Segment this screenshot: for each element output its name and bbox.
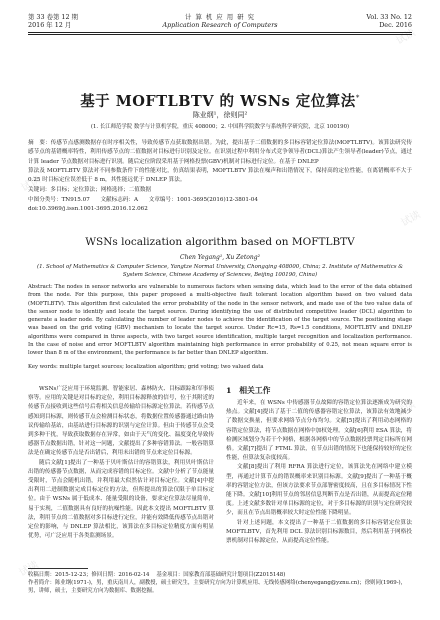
footnote: 收稿日期：2015-12-23；修回日期：2016-02-14 基金项目：国家教育部基础研究计划项目(Z2015148) 作者简介：陈业纲(1971-)，男，重庆南川人，副教授，硕士研究生，主要研究方向为计算机应用、无线传感网络(chenyegang@yznu.cn)；徐则同(1969-)，男，讲师，硕士，主要研究方向为数据库、数据挖掘。 xyxy=(28,572,407,595)
paper-title-en: WSNs localization algorithm based on MOFTLBTV xyxy=(85,236,355,248)
body-paragraph: WSNs广泛应用于环境监测、智能家居、森林防火、目标跟踪和军事侦察等。应用的关键是对目标的定位，利用目标源释放的信号，位于其附近的传感节点接收到这些信号后将相关信息传输给目标源定位算法。若传感节点感知到目标源，则传感节点会检测目标状态，将数据位置传感器通过路由协议传输给基站，由基站进行目标源的识别与定位计算。但由于传感节点会受到多种干扰，导致获取数据存在异常，如由于天气的变化、温度变化导致传感器节点数据出错，针对这一问题，文献提出了多种容错算法。一般容错算法是在确定传感节点是否出错后，利用未出错的节点来定位目标源。 xyxy=(28,386,214,457)
header-rule xyxy=(28,32,412,33)
watermark: 试读 xyxy=(394,399,418,419)
watermark: 试读 xyxy=(17,559,41,579)
body-paragraph: 随后文献[1]提出了一种基于贝叶斯估计的容错算法，利用贝叶斯估计出错的传感器节点数据，从而完成容错的目标定位。文献中分析了节点能量受限时，节点会随机出错，并利用最大似然估计对目标定位。文献[4]中提出利用二进制数据完成目标定位的方法，但所提出的算法仅限于单目标定位。由于 WSNs 属于低成本、能量受限的设备，要求定位算法尽量简单，易于实现，二值数据具有良好的抗噪性能。因此本文提出 MOFTLBTV 算法，利用节点的二值数据对多目标进行定位，并能有效降低传感节点出错对定位的影响，与 DNLEP 算法相比，该算法在多目标定位精度方面有明显优势，可广泛应用于各类监测场景。 xyxy=(28,459,214,540)
watermark: 试读 xyxy=(399,209,423,229)
journal-issue: 第 33 卷第 12 期 2016 年 12 月 xyxy=(28,13,78,29)
affiliation-cn: (1. 长江师范学院 数学与计算机学院，重庆 408000；2. 中国科学院数学与系统科学研究院，北京 100190) xyxy=(90,124,350,130)
affiliation-en: (1. School of Mathematics & Computer Science, Yangtze Normal University, Chongqing 408000, China; 2. Institute of Mathematics & System Science, Chinese Academy of Sciences, Beijing 100190, China) xyxy=(36,264,404,278)
paper-title-cn: 基于 MOFTLBTV 的 WSNs 定位算法* xyxy=(80,93,360,110)
journal-volume: Vol. 33 No. 12 Dec. 2016 xyxy=(366,13,412,29)
keywords-cn: 关键词：多目标；定位算法；网格选择；二值数据 xyxy=(28,187,152,193)
body-paragraph: 针对上述问题，本文提出了一种基于二值数据的多目标容错定位算法 MOFTLBTV，首先利用 DCL 算法识别目标源数目，然后利用基于网格投票机制对目标源定位，从而提高定位性能。 xyxy=(226,519,412,545)
footnote-rule xyxy=(28,568,88,569)
abstract-en: Abstract: The nodes in sensor networks are vulnerable to numerous factors when sensing data, which lead to the error of the data obtained from the node. For this purpose, this paper proposed a multi-objective fault tolerant location algorithm based on two valued data (MOFTLBTV). This algorithm first calculated the error probability of the node in the sensor network, and made use of the two value data of the sensor node to identify and locate the target source. During identifying the use of distributed competitive leader (DCL) algorithm to generate a leader node. By calculating the number of leader nodes to achieve the identification of the target source. The positioning stage was based on the grid voting (GBV) mechanism to locate the target source. Under Rc=15, Rs=1.5 conditions, MOFTLBTV and DNLEP algorithms were compared in three aspects, with two target source identification, multiple target recognition and localization performance. In the case of noise and error MOFTLBTV algorithm maintaining high performance in error probability of 0.25, not mean square error is lower than 8 m of the environment, the performance is far better than DNLEP algorithm. xyxy=(28,284,412,357)
abstract-cn: 摘 要：传感节点感测数据存在时序相关性，导致传感节点获取数据出错。为此，提出基于二值数据的多目标容错定位算法(MOFTLBTV)。该算法研究传感节点的基错概率特性，利用传感节点的二值数据对目标进行识别及定位。在识别过程中利用分布式竞争领导者(DCL)算法产生领导者(leader)节点，通过计算 leader 节点数据对目标进行识别。随后定位阶段采用基于网格投票(GBV)机制对目标进行定位。在基于 DNLEP 算法及 MOFTLBTV 算法对不同参数条件下的性能对比，仿真结果表明，MOFTLBTV 算法在噪声和出错情况下，保持高的定位性能，在离错概率不大于 0.25 时目标定位误差低于 8 m，其性能远优于 DNLEP 算法。 xyxy=(28,140,412,184)
journal-name: 计 算 机 应 用 研 究 Application Research of Computers xyxy=(162,13,278,29)
body-paragraph: 文献[8]提出了利用 RFRA 算法进行定位，该算法先在网络中建立模型，再通过计算节点的错误概率来识别目标源。文献[9]提出了一种基于概率的容错定位方法，但该方法要求节点部署密度较高，且在多目标情况下性能下降。文献[10]利用节点的邻居信息判断节点是否出错，从而提高定位精度。上述文献多数针对单目标源的定位，对于多目标源的识别与定位研究较少，而且在节点出错概率较大时定位性能下降明显。 xyxy=(226,464,412,517)
meta-cn: 中图分类号：TN915.07 文献标志码：A 文章编号：1001-3695(2016)12-3801-04 xyxy=(28,197,258,203)
authors-en: Chen Yegang¹, Xu Zetong² xyxy=(179,254,260,261)
section-heading: 1 相关工作 xyxy=(226,386,271,395)
keywords-en: Key words: multiple target sources; localization algorithm; grid voting; two valued data xyxy=(28,364,264,370)
left-column xyxy=(28,385,214,563)
watermark: 试读 xyxy=(19,174,43,194)
header-rule xyxy=(28,34,412,35)
authors-cn: 陈业纲¹，徐则同² xyxy=(192,111,248,119)
watermark: 试读 xyxy=(394,27,418,47)
right-column xyxy=(226,385,412,563)
doi: doi:10.3969/j.issn.1001-3695.2016.12.062 xyxy=(28,206,148,212)
body-paragraph: 近年来，在 WSNs 中传感器节点故障的容错定位算法逐渐成为研究的热点。文献[4]提出了基于二值的传感器容错定位算法，该算法有效地减少了数据交换量，但要求网络节点分布均匀。文献[5]提出了利用动态网格的容错定位算法，将节点数据在网格中加权处理。文献[6]利用 ESA 算法，将检测区域划分为若干个网格，根据各网格中的节点数据投票判定目标所在网格。文献[7]提出了 FTML 算法，在节点出错的情况下也能保持较好的定位性能，但算法复杂度较高。 xyxy=(226,400,412,462)
